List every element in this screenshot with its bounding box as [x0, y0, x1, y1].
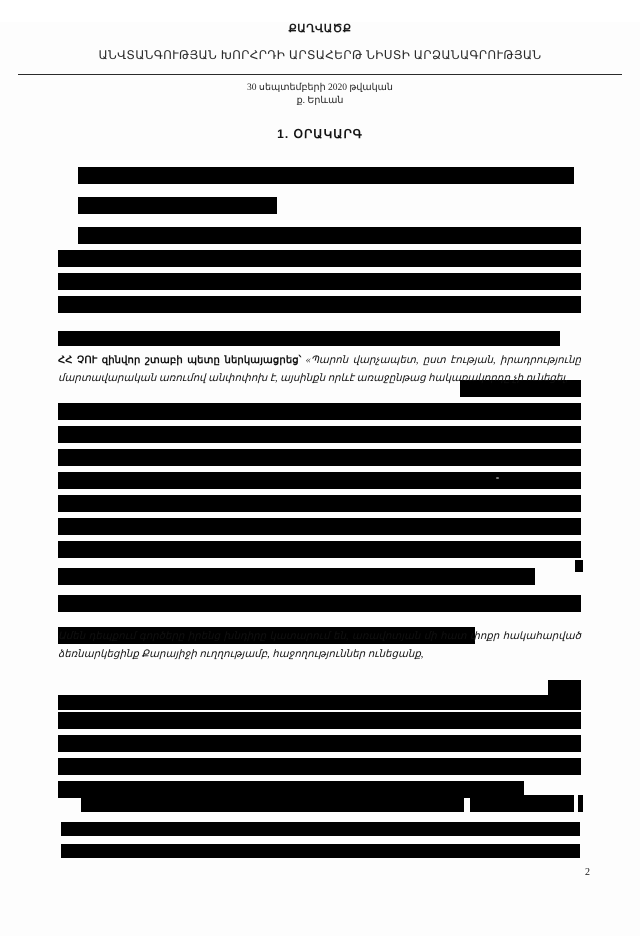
redaction-bar	[58, 518, 581, 535]
redaction-bar	[61, 822, 580, 836]
paragraph-one-text: «Պարոն վարչապետ, ըստ էության, իրադրությունը մարտավարական առումով անփոփոխ է, այսինքն որևէ առաջընթաց հակառակորդը չի ունեցել,	[58, 355, 582, 384]
header-divider	[18, 74, 622, 75]
document-title: ՔԱՂՎԱԾՔ	[288, 23, 352, 35]
redaction-bar	[81, 795, 464, 812]
redaction-bar	[78, 197, 277, 214]
page-number: 2	[585, 867, 590, 878]
redaction-bar	[58, 472, 581, 489]
redaction-bar	[578, 795, 583, 812]
section-heading: 1. ՕՐԱԿԱՐԳ	[277, 127, 363, 141]
inline-redaction-bar	[58, 695, 581, 710]
paragraph-two-text: Ամեն դեպքում գործերը իրենց խնդիրը կատարում են, առավոտյան մի հատ փոքր հակահարված ձեռնարկեցինք Քարայիջի ուղղությամբ, հաջողություններ ունեցանք,	[58, 631, 581, 660]
redaction-bar	[78, 167, 574, 184]
paragraph-one	[58, 352, 581, 387]
redaction-bar	[58, 568, 535, 585]
redaction-bar	[58, 426, 581, 443]
redaction-bar	[58, 735, 581, 752]
document-subtitle: ԱՆՎՏԱՆԳՈՒԹՅԱՆ ԽՈՐՀՐԴԻ ԱՐՏԱՀԵՐԹ ՆԻՍՏԻ ԱՐՁԱՆԱԳՐՈՒԹՅԱՆ	[98, 48, 542, 62]
document-place: ք. Երևան	[296, 96, 344, 106]
redaction-bar	[58, 758, 581, 775]
redaction-bar	[575, 560, 583, 572]
redaction-bar	[58, 449, 581, 466]
redaction-bar	[58, 541, 581, 558]
document-page	[0, 22, 640, 936]
redaction-bar	[58, 331, 560, 346]
scan-speck	[496, 477, 499, 479]
redaction-bar	[470, 795, 574, 812]
redaction-bar	[58, 250, 581, 267]
redaction-bar	[58, 296, 581, 313]
redaction-bar	[58, 403, 581, 420]
redaction-bar	[58, 495, 581, 512]
document-date: 30 սեպտեմբերի 2020 թվական	[247, 83, 393, 93]
redaction-bar	[78, 227, 581, 244]
paragraph-two	[58, 628, 581, 663]
redaction-bar	[58, 273, 581, 290]
redaction-bar	[58, 595, 581, 612]
redaction-bar	[58, 712, 581, 729]
redaction-bar	[61, 844, 580, 858]
paragraph-one-lead: ՀՀ ՉՈՒ զինվոր շտաբի պետը ներկայացրեց՝	[58, 355, 302, 366]
